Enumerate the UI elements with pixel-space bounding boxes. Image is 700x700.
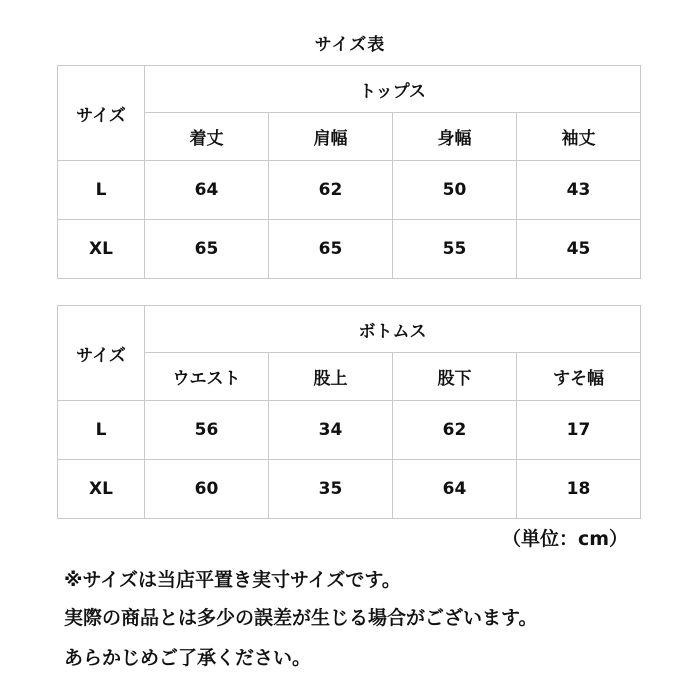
table-row	[58, 460, 641, 519]
size-label: L	[58, 401, 145, 460]
size-label: XL	[58, 460, 145, 519]
group-header-tops: トップス	[145, 66, 641, 113]
table-cell: 55	[393, 220, 517, 279]
unit-label: （単位：cm）	[501, 528, 628, 550]
table-cell: 50	[393, 161, 517, 220]
column-header: すそ幅	[517, 353, 641, 401]
group-header-bottoms: ボトムス	[145, 306, 641, 353]
size-header: サイズ	[58, 66, 145, 161]
table-cell: 64	[393, 460, 517, 519]
table-cell: 56	[145, 401, 269, 460]
note-line: 実際の商品とは多少の誤差が生じる場合がございます。	[64, 607, 538, 629]
table-cell: 17	[517, 401, 641, 460]
size-label: XL	[58, 220, 145, 279]
table-cell: 45	[517, 220, 641, 279]
table-cell: 65	[145, 220, 269, 279]
column-header: 着丈	[145, 113, 269, 161]
table-cell: 34	[269, 401, 393, 460]
table-cell: 60	[145, 460, 269, 519]
table-cell: 43	[517, 161, 641, 220]
table-row	[58, 161, 641, 220]
table-cell: 35	[269, 460, 393, 519]
table-cell: 65	[269, 220, 393, 279]
column-header: 身幅	[393, 113, 517, 161]
size-label: L	[58, 161, 145, 220]
note-line: あらかじめご了承ください。	[64, 647, 312, 669]
table-cell: 62	[393, 401, 517, 460]
table-cell: 62	[269, 161, 393, 220]
table-row	[58, 401, 641, 460]
tops-size-table	[57, 65, 641, 279]
table-cell: 64	[145, 161, 269, 220]
column-header: 股下	[393, 353, 517, 401]
bottoms-size-table	[57, 305, 641, 519]
size-header: サイズ	[58, 306, 145, 401]
column-header: 股上	[269, 353, 393, 401]
column-header: ウエスト	[145, 353, 269, 401]
note-line: ※サイズは当店平置き実寸サイズです。	[64, 569, 401, 591]
column-header: 袖丈	[517, 113, 641, 161]
page-title: サイズ表	[314, 35, 386, 55]
table-row	[58, 220, 641, 279]
column-header: 肩幅	[269, 113, 393, 161]
table-cell: 18	[517, 460, 641, 519]
